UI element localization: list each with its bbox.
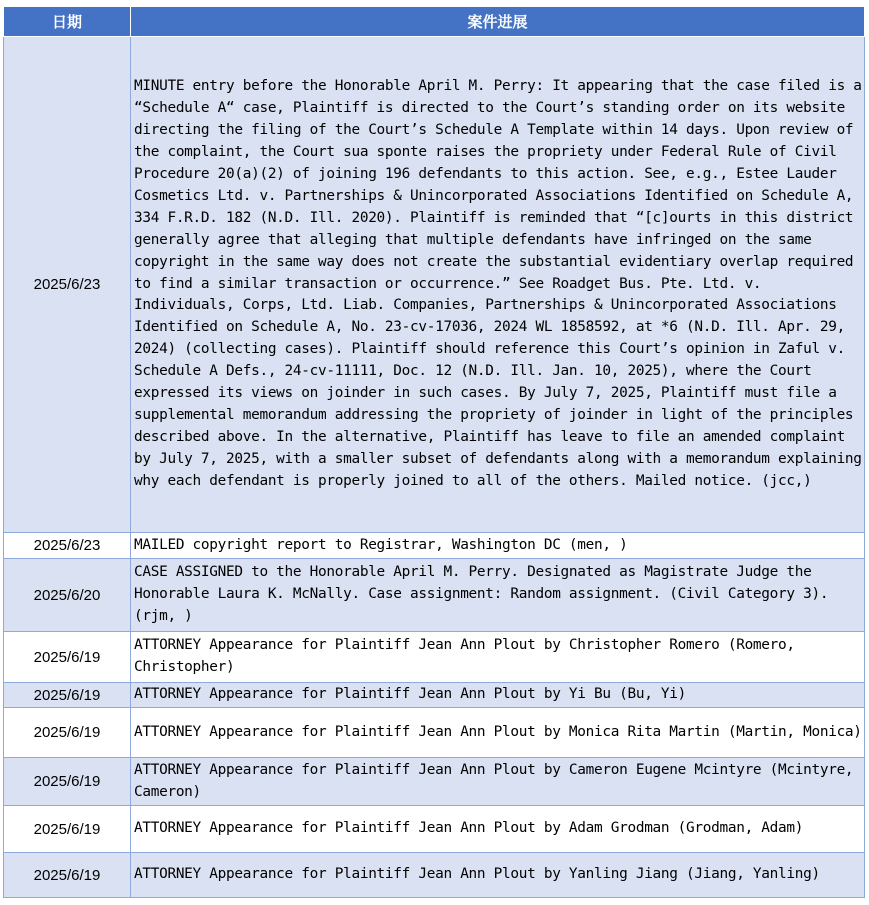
entry-date: 2025/6/19 xyxy=(4,853,131,898)
progress-column-header: 案件进展 xyxy=(131,7,865,37)
entry-date: 2025/6/19 xyxy=(4,632,131,683)
table-row xyxy=(4,853,865,898)
entry-date: 2025/6/20 xyxy=(4,559,131,632)
entry-text: CASE ASSIGNED to the Honorable April M. Perry. Designated as Magistrate Judge the Honorable Laura K. McNally. Case assignment: Random assignment. (Civil Category 3). (rjm, ) xyxy=(131,559,865,632)
entry-text: MINUTE entry before the Honorable April M. Perry: It appearing that the case filed is a “Schedule A“ case, Plaintiff is directed to the Court’s standing order on its website directing the filing of the Court’s Schedule A Template within 14 days. Upon review of the complaint, the Court sua sponte raises the propriety under Federal Rule of Civil Procedure 20(a)(2) of joining 196 defendants to this action. See, e.g., Estee Lauder Cosmetics Ltd. v. Partnerships & Unincorporated Associations Identified on Schedule A, 334 F.R.D. 182 (N.D. Ill. 2020). Plaintiff is reminded that “[c]ourts in this district generally agree that alleging that multiple defendants have infringed on the same copyright in the same way does not create the substantial evidentiary overlap required to find a similar transaction or occurrence.” See Roadget Bus. Pte. Ltd. v. Individuals, Corps, Ltd. Liab. Companies, Partnerships & Unincorporated Associations Identified on Schedule A, No. 23-cv-17036, 2024 WL 1858592, at *6 (N.D. Ill. Apr. 29, 2024) (collecting cases). Plaintiff should reference this Court’s opinion in Zaful v. Schedule A Defs., 24-cv-11111, Doc. 12 (N.D. Ill. Jan. 10, 2025), where the Court expressed its views on joinder in such cases. By July 7, 2025, Plaintiff must file a supplemental memorandum addressing the propriety of joinder in light of the principles described above. In the alternative, Plaintiff has leave to file an amended complaint by July 7, 2025, with a smaller subset of defendants along with a memorandum explaining why each defendant is properly joined to all of the others. Mailed notice. (jcc,) xyxy=(131,37,865,533)
entry-date: 2025/6/19 xyxy=(4,683,131,708)
table-header-row xyxy=(4,7,865,37)
entry-text: ATTORNEY Appearance for Plaintiff Jean Ann Plout by Cameron Eugene Mcintyre (Mcintyre, Cameron) xyxy=(131,758,865,806)
case-docket-table xyxy=(3,6,865,898)
table-row xyxy=(4,806,865,853)
table-row xyxy=(4,632,865,683)
entry-date: 2025/6/23 xyxy=(4,533,131,559)
entry-text: ATTORNEY Appearance for Plaintiff Jean Ann Plout by Yi Bu (Bu, Yi) xyxy=(131,683,865,708)
entry-text: ATTORNEY Appearance for Plaintiff Jean Ann Plout by Christopher Romero (Romero, Christopher) xyxy=(131,632,865,683)
entry-date: 2025/6/19 xyxy=(4,806,131,853)
entry-date: 2025/6/19 xyxy=(4,708,131,758)
table-row xyxy=(4,37,865,533)
table-row xyxy=(4,559,865,632)
table-row xyxy=(4,758,865,806)
entry-date: 2025/6/23 xyxy=(4,37,131,533)
table-row xyxy=(4,708,865,758)
entry-text: ATTORNEY Appearance for Plaintiff Jean Ann Plout by Yanling Jiang (Jiang, Yanling) xyxy=(131,853,865,898)
entry-text: ATTORNEY Appearance for Plaintiff Jean Ann Plout by Adam Grodman (Grodman, Adam) xyxy=(131,806,865,853)
table-row xyxy=(4,683,865,708)
entry-date: 2025/6/19 xyxy=(4,758,131,806)
date-column-header: 日期 xyxy=(4,7,131,37)
case-progress-sheet xyxy=(3,6,864,898)
entry-text: ATTORNEY Appearance for Plaintiff Jean Ann Plout by Monica Rita Martin (Martin, Monica) xyxy=(131,708,865,758)
entry-text: MAILED copyright report to Registrar, Washington DC (men, ) xyxy=(131,533,865,559)
table-row xyxy=(4,533,865,559)
